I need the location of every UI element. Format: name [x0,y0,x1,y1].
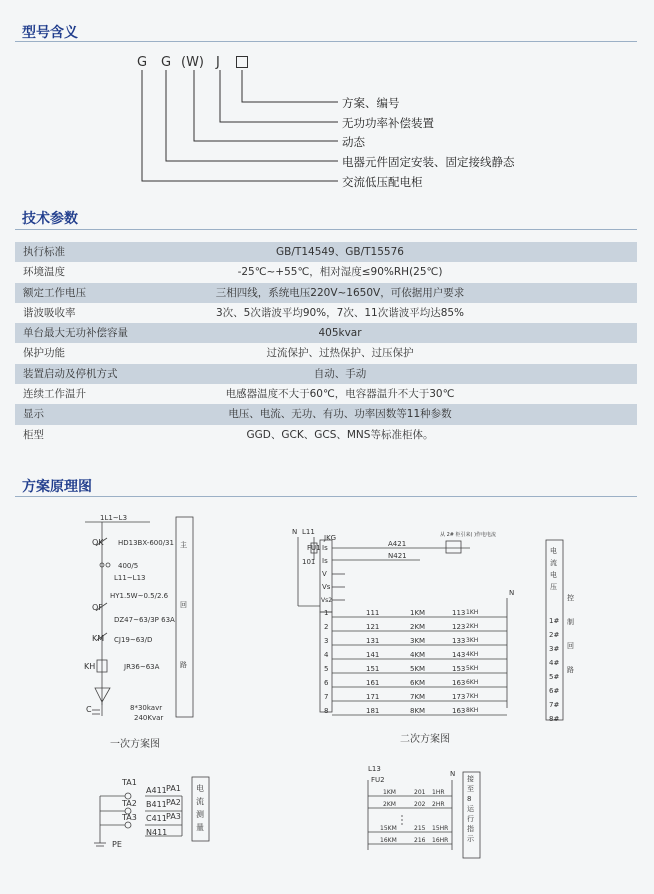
d2-terminal: Is [322,557,328,565]
d2-side-num: 7# [549,701,560,709]
param-value: 电压、电流、无功、有功、功率因数等11种参数 [228,408,452,421]
param-value: 3次、5次谐波平均90%，7次、11次谐波平均达85% [215,306,465,319]
d4-fu2: FU2 [371,776,385,784]
d3-ta2: TA2 [122,799,137,808]
d2-row-kh: 7KH [466,693,479,700]
d2-side-char: 路 [567,666,574,674]
d2-side-top [550,545,557,593]
d2-row-kh: 5KH [466,665,479,672]
model-label: 动态 [342,135,365,149]
d2-row-kh: 6KH [466,679,479,686]
d3-side-char: 量 [196,823,204,832]
d2-side-num: 6# [549,687,560,695]
param-key: 显示 [23,408,44,421]
d2-row-number: 3 [324,637,329,645]
d4-label: 216 [414,837,426,844]
d2-row-km: 7KM [410,693,426,701]
d4-label: 1KM [383,789,396,796]
d2-row-number: 7 [324,693,329,701]
d2-n421: N421 [388,552,407,560]
d3-c: C411 [146,814,167,823]
d2-row-number: 4 [324,651,329,659]
d3-pa3: PA3 [166,812,181,821]
d2-row-wire: 121 [366,623,380,631]
model-code-j: J [216,55,220,70]
d2-row-wire: 131 [366,637,380,645]
d2-side-num: 4# [549,659,560,667]
d2-row-km: 8KM [410,707,426,715]
d4-label: 202 [414,801,426,808]
d2-row-wire2: 163 [452,679,466,687]
section-title-params: 技术参数 [22,211,78,227]
diagram2-caption: 二次方案图 [400,734,450,745]
param-key: 单台最大无功补偿容量 [23,327,128,340]
param-value: GB/T14549、GB/T15576 [276,246,404,258]
d3-pa1: PA1 [166,784,181,793]
d2-101: 101 [302,558,316,566]
d2-row-wire: 111 [366,609,380,617]
param-key: 装置启动及停机方式 [23,367,118,380]
param-value: 电感器温度不大于60℃，电容器温升不大于30℃ [225,388,455,401]
param-value: -25℃~+55℃，相对湿度≤90%RH(25℃) [237,266,443,279]
d2-side-num: 2# [549,631,560,639]
d3-side [196,782,204,834]
d1-km-model: CJ19~63/D [114,636,153,644]
d2-row-kh: 1KH [466,609,479,616]
section-title-principle: 方案原理图 [22,479,92,495]
d2-row-kh: 2KH [466,623,479,630]
d2-row-wire2: 133 [452,637,466,645]
d2-n: N [292,528,298,536]
d2-side-num: 8# [549,715,560,723]
param-key: 额定工作电压 [23,286,86,299]
d2-side-char: 压 [550,583,557,591]
d4-label: 16HR [432,837,449,844]
d2-row-wire: 141 [366,651,380,659]
d2-row-wire2: 113 [452,609,466,617]
d1-hy: HY1.5W~0.5/2.6 [110,592,169,600]
model-label: 交流低压配电柜 [342,175,423,189]
d2-terminal: Vs2 [321,597,333,604]
d1-kh: KH [84,662,96,671]
d2-a421: A421 [388,540,407,548]
d2-row-number: 8 [324,707,329,715]
d2-side-char: 电 [550,571,557,579]
d2-side-nums [549,614,559,726]
d2-l11: L11 [302,528,315,536]
d2-external-note: 从 2# 柜引来( )作电电流 [440,532,497,538]
d4-side-char: 接 [467,775,474,783]
d4-side-char: 示 [467,835,474,843]
d4-label: 16KM [380,837,397,844]
d2-row-number: 6 [324,679,329,687]
d3-a: A411 [146,786,167,795]
d1-cap1: 8*30kavr [130,704,163,712]
param-key: 谐波吸收率 [23,306,76,319]
d3-b: B411 [146,800,167,809]
d4-side-char: 运 [467,805,474,813]
d1-qk: QK [92,538,104,547]
d3-side-char: 流 [196,797,204,806]
model-code-g1: G [137,55,148,70]
d2-fu1: FU1 [307,544,321,552]
d2-row-kh: 8KH [466,707,479,714]
d2-jkg: JKG [324,534,337,542]
d2-side-num: 5# [549,673,560,681]
d2-terminal: Vs [322,583,331,591]
d3-pe: PE [112,840,122,849]
d2-row-wire: 181 [366,707,380,715]
param-key: 保护功能 [23,347,65,360]
d2-side-char: 控 [567,594,574,602]
d3-n: N411 [146,828,168,837]
d4-label: 15KM [380,825,397,832]
d2-row-kh: 4KH [466,651,479,658]
d2-row-wire2: 153 [452,665,466,673]
d1-side-3: 路 [180,661,187,669]
d2-row-wire2: 173 [452,693,466,701]
section-title-model: 型号含义 [22,25,78,41]
d2-side-char: 流 [550,559,557,567]
d2-side-char: 回 [567,642,574,650]
d2-row-km: 6KM [410,679,426,687]
d2-terminal: Is [322,544,328,552]
d4-side-char: 至 [467,785,474,793]
d1-qf-model: DZ47~63/3P 63A [114,616,175,624]
d1-ct: 400/5 [118,562,139,570]
d2-row-number: 5 [324,665,329,673]
d2-row-wire2: 163 [452,707,466,715]
model-code-w: (W) [181,55,204,70]
d2-row-number: 2 [324,623,329,631]
d2-row-wire2: 123 [452,623,466,631]
d2-side-char: 制 [567,618,574,626]
d4-label: 2KM [383,801,396,808]
d1-side-1: 主 [180,541,187,549]
d1-l11: L11~L13 [114,574,146,582]
param-value: 过流保护、过热保护、过压保护 [266,347,414,360]
model-label: 方案、编号 [342,96,400,110]
d1-c: C [86,705,92,714]
d2-row-km: 1KM [410,609,426,617]
d2-terminal: V [322,570,327,578]
param-value: 三相四线，系统电压220V~1650V，可依据用户要求 [215,286,465,299]
d1-kh-model: JR36~63A [124,663,160,671]
model-label: 电器元件固定安装、固定接线静态 [342,155,515,169]
d2-row-km: 3KM [410,637,426,645]
param-value: GGD、GCK、GCS、MNS等标准柜体。 [246,428,434,441]
d4-label: 1HR [432,789,445,796]
d2-row-km: 2KM [410,623,426,631]
d3-ta3: TA3 [122,813,137,822]
d2-side-num: 3# [549,645,560,653]
model-label: 无功功率补偿装置 [342,116,434,130]
d4-side [467,774,474,844]
d2-side-num: 1# [549,617,560,625]
d4-label: 201 [414,789,426,796]
d4-label: 215 [414,825,426,832]
d2-row-wire: 161 [366,679,380,687]
d4-side-char: 8 [467,795,472,803]
d4-n: N [450,770,456,778]
d2-row-km: 5KM [410,665,426,673]
d2-side-right [567,586,574,682]
d4-side-char: 指 [467,825,474,833]
param-value: 自动、手动 [313,367,367,380]
d1-km: KM [92,634,105,643]
d2-side-char: 电 [550,547,557,555]
model-code-g2: G [161,55,172,70]
d3-ta1: TA1 [122,778,137,787]
diagram1-caption: 一次方案图 [110,739,160,750]
d3-side-char: 电 [196,784,204,793]
d4-label: 2HR [432,801,445,808]
d4-side-char: 行 [467,815,474,823]
d2-row-number: 1 [324,609,329,617]
param-value: 405kvar [318,327,362,340]
param-key: 执行标准 [23,246,65,258]
d2-row-wire2: 143 [452,651,466,659]
d1-side-2: 回 [180,601,187,609]
d1-cap2: 240Kvar [134,714,164,722]
d1-qf: QF [92,603,103,612]
param-key: 环境温度 [23,266,65,279]
d1-bus: 1L1~L3 [100,514,128,522]
d2-n-right: N [509,589,515,597]
d2-row-wire: 151 [366,665,380,673]
d3-pa2: PA2 [166,798,181,807]
d4-l13: L13 [368,765,381,773]
d3-side-char: 测 [196,810,204,819]
d2-row-kh: 3KH [466,637,479,644]
d1-qk-model: HD13BX-600/31 [118,539,174,547]
param-key: 连续工作温升 [23,388,86,401]
d4-label: 15HR [432,825,449,832]
d2-row-wire: 171 [366,693,380,701]
param-key: 柜型 [23,428,44,441]
d2-row-km: 4KM [410,651,426,659]
